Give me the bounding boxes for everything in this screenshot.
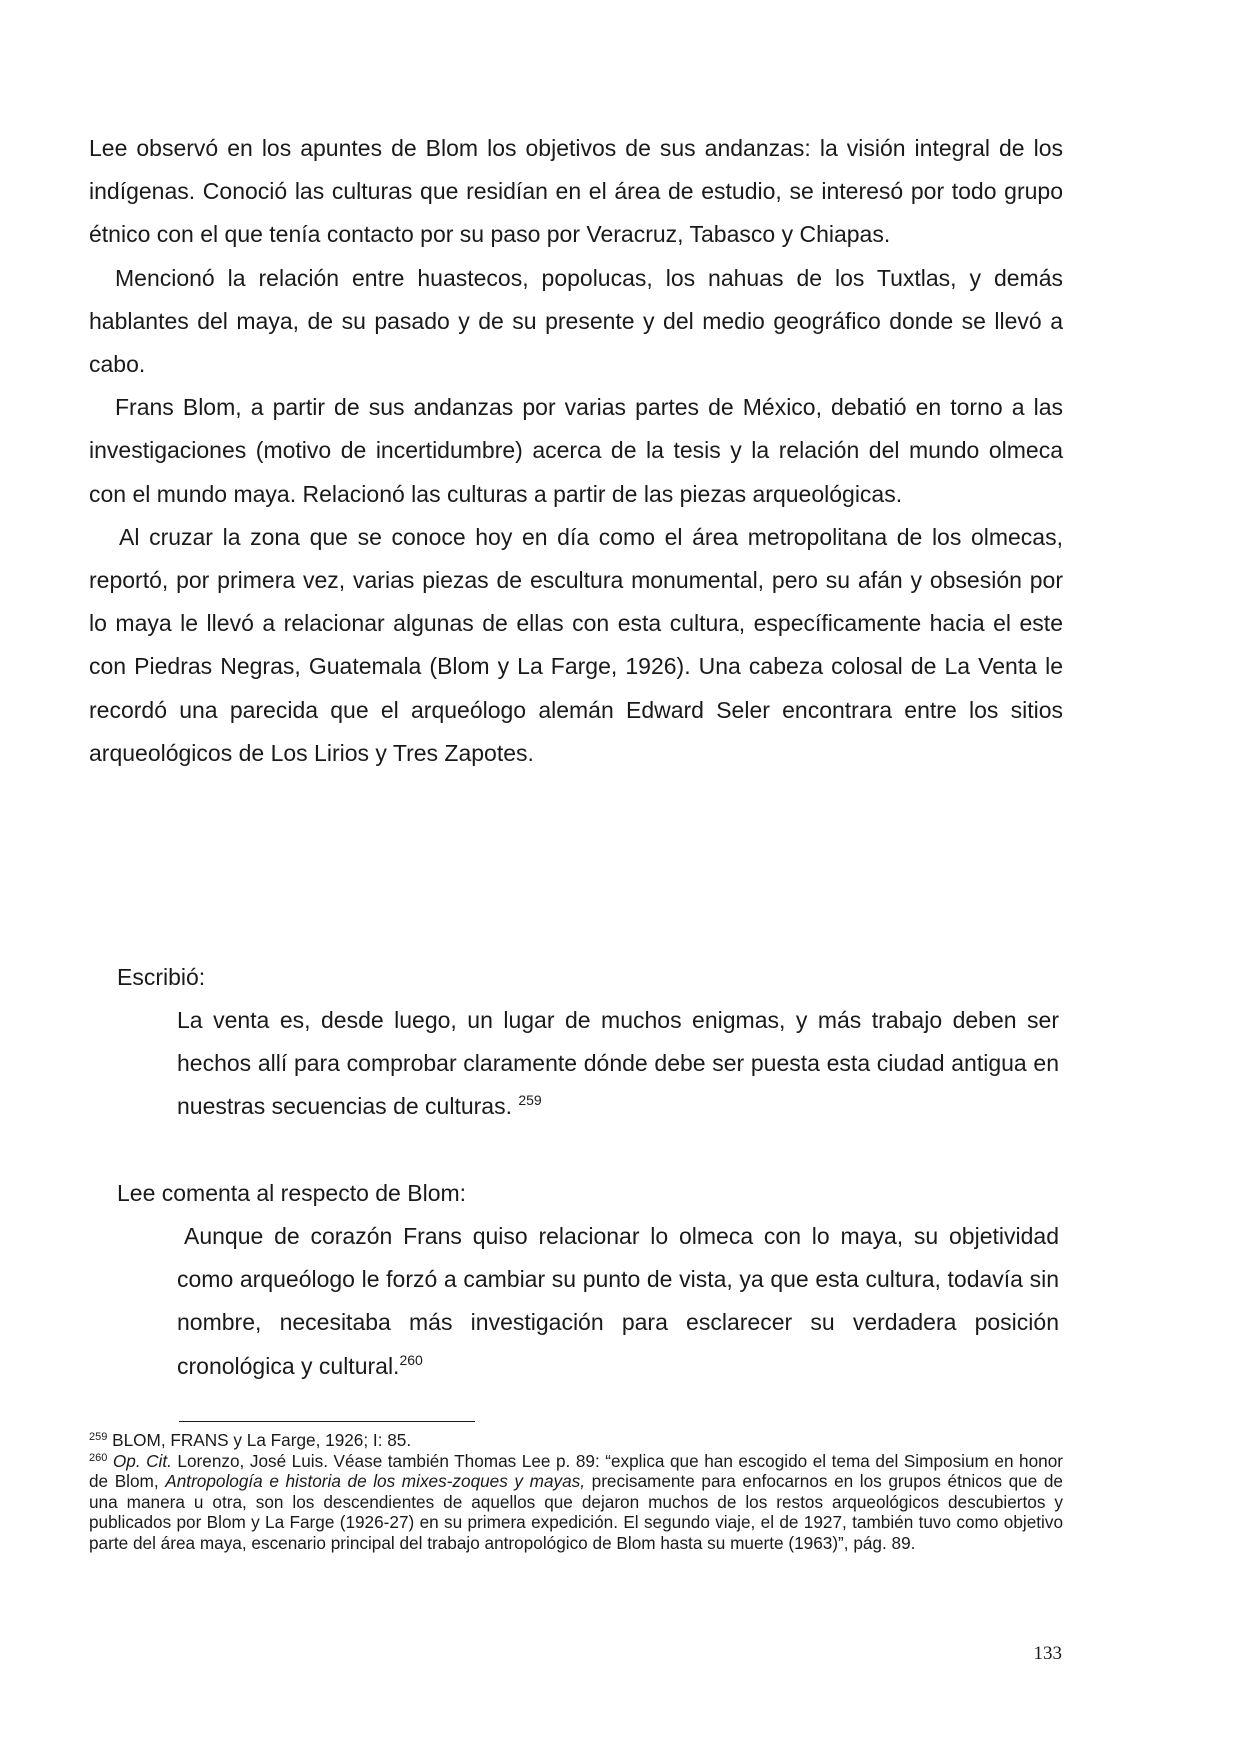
quote-2-lead: Lee comenta al respecto de Blom:	[117, 1180, 467, 1206]
block-quote-2	[177, 1215, 1059, 1388]
paragraph-4: Al cruzar la zona que se conoce hoy en día como el área metropolitana de los olmecas, reportó, por primera vez, varias piezas de escultura monumental, pero su afán y obsesión por lo maya le llevó a relacionar algunas de ellas con esta cultura, específicamente hacia el este con Piedras Negras, Guatemala (Blom y La Farge, 1926). Una cabeza colosal de La Venta le recordó una parecida que el arqueólogo alemán Edward Seler encontrara entre los sitios arqueológicos de Los Lirios y Tres Zapotes.	[89, 523, 1063, 766]
page-number: 133	[1033, 1643, 1062, 1664]
footnotes	[89, 1430, 1063, 1553]
quote-1-lead: Escribió:	[117, 964, 206, 990]
footnote-259	[89, 1430, 1063, 1451]
footnote-separator	[179, 1421, 475, 1422]
footnote-260	[89, 1451, 1063, 1554]
footnote-ref-260: 260	[399, 1351, 423, 1368]
footnote-italic-title: Antropología e historia de los mixes-zoques y mayas,	[165, 1471, 586, 1491]
paragraph-1: Lee observó en los apuntes de Blom los objetivos de sus andanzas: la visión integral de los indígenas. Conoció las culturas que residían en el área de estudio, se interesó por todo grupo étnico con el que tenía contacto por su paso por Veracruz, Tabasco y Chiapas.	[89, 135, 1063, 248]
footnote-text-a: Lorenzo, José Luis. Véase también Thomas Lee p. 89: “explica que han escogido el tema del Simposium en honor de Blom,	[89, 1450, 1063, 1491]
main-body	[89, 127, 1063, 775]
footnote-text: BLOM, FRANS y La Farge, 1926; I: 85.	[107, 1430, 412, 1450]
footnote-number: 260	[89, 1451, 108, 1464]
footnote-text-b: precisamente para enfocarnos en los grupos étnicos que de una manera u otra, son los descendientes de aquellos que dejaron muchos de los restos arqueológicos descubiertos y publicados por Blom y La Farge (1926-27) en su primera expedición. El segundo viaje, el de 1927, también tuvo como objetivo parte del área maya, escenario principal del trabajo antropológico de Blom hasta su muerte (1963)”, pág. 89.	[89, 1471, 1063, 1553]
footnote-ref-259: 259	[518, 1092, 542, 1109]
paragraph-2: Mencionó la relación entre huastecos, popolucas, los nahuas de los Tuxtlas, y demás hablantes del maya, de su pasado y de su presente y del medio geográfico donde se llevó a cabo.	[89, 264, 1063, 378]
footnote-number: 259	[89, 1431, 108, 1443]
block-quote-1-text: La venta es, desde luego, un lugar de muchos enigmas, y más trabajo deben ser hechos allí para comprobar claramente dónde debe ser puesta esta ciudad antigua en nuestras secuencias de culturas.	[177, 1007, 1059, 1120]
paragraph-3: Frans Blom, a partir de sus andanzas por varias partes de México, debatió en torno a las investigaciones (motivo de incertidumbre) acerca de la tesis y la relación del mundo olmeca con el mundo maya. Relacionó las culturas a partir de las piezas arqueológicas.	[89, 394, 1063, 507]
block-quote-2-text: Aunque de corazón Frans quiso relacionar lo olmeca con lo maya, su objetividad como arqueólogo le forzó a cambiar su punto de vista, ya que esta cultura, todavía sin nombre, necesitaba más investigación para esclarecer su verdadera posición cronológica y cultural.	[177, 1223, 1059, 1379]
block-quote-1	[177, 999, 1059, 1129]
footnote-italic-lead: Op. Cit.	[112, 1450, 172, 1471]
